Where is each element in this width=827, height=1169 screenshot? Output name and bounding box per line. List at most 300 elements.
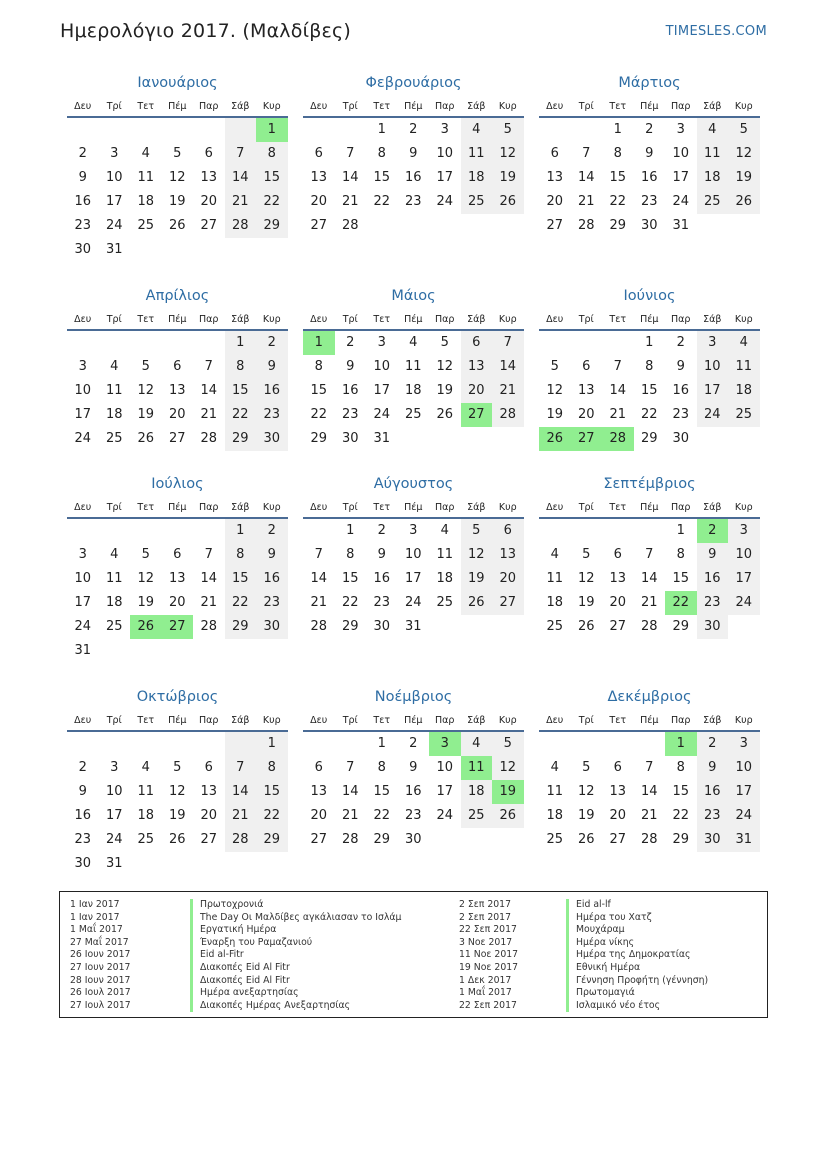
day-cell[interactable]: 6 (582, 359, 591, 374)
day-cell[interactable]: 17 (105, 808, 123, 823)
day-cell[interactable]: 15 (310, 383, 328, 398)
day-cell[interactable]: 6 (204, 146, 213, 161)
day-cell[interactable]: 31 (105, 242, 123, 257)
day-cell[interactable]: 28 (341, 218, 359, 233)
day-cell[interactable]: 19 (436, 383, 454, 398)
day-cell[interactable]: 1 (377, 122, 386, 137)
day-cell[interactable]: 20 (546, 194, 564, 209)
day-cell[interactable]: 9 (697, 756, 729, 780)
day-cell[interactable]: 18 (697, 166, 729, 190)
day-cell[interactable]: 26 (728, 190, 760, 214)
day-cell[interactable]: 14 (577, 170, 595, 185)
day-cell[interactable]: 5 (141, 547, 150, 562)
day-cell[interactable]: 23 (256, 591, 288, 615)
day-cell[interactable]: 8 (645, 359, 654, 374)
day-cell[interactable]: 5 (440, 335, 449, 350)
day-cell[interactable]: 10 (74, 571, 92, 586)
day-cell[interactable]: 15 (256, 166, 288, 190)
day-cell[interactable]: 7 (225, 756, 257, 780)
day-cell[interactable]: 27 (461, 403, 493, 427)
day-cell[interactable]: 19 (577, 808, 595, 823)
day-cell[interactable]: 21 (310, 595, 328, 610)
day-cell[interactable]: 2 (78, 146, 87, 161)
day-cell[interactable]: 22 (341, 595, 359, 610)
day-cell[interactable]: 3 (409, 523, 418, 538)
day-cell[interactable]: 19 (546, 407, 564, 422)
day-cell[interactable]: 28 (225, 828, 257, 852)
day-cell[interactable]: 19 (137, 407, 155, 422)
day-cell[interactable]: 7 (204, 359, 213, 374)
day-cell[interactable]: 16 (640, 170, 658, 185)
day-cell[interactable]: 11 (461, 756, 493, 780)
day-cell[interactable]: 28 (341, 832, 359, 847)
day-cell[interactable]: 18 (546, 808, 564, 823)
day-cell[interactable]: 25 (137, 218, 155, 233)
day-cell[interactable]: 2 (697, 519, 729, 543)
day-cell[interactable]: 21 (492, 379, 524, 403)
day-cell[interactable]: 19 (168, 194, 186, 209)
day-cell[interactable]: 4 (440, 523, 449, 538)
day-cell[interactable]: 8 (346, 547, 355, 562)
day-cell[interactable]: 20 (492, 567, 524, 591)
day-cell[interactable]: 20 (577, 407, 595, 422)
day-cell[interactable]: 20 (200, 808, 218, 823)
day-cell[interactable]: 7 (314, 547, 323, 562)
day-cell[interactable]: 14 (225, 780, 257, 804)
day-cell[interactable]: 13 (168, 571, 186, 586)
day-cell[interactable]: 3 (728, 732, 760, 756)
day-cell[interactable]: 20 (168, 595, 186, 610)
day-cell[interactable]: 16 (74, 194, 92, 209)
day-cell[interactable]: 23 (74, 832, 92, 847)
day-cell[interactable]: 15 (256, 780, 288, 804)
day-cell[interactable]: 18 (728, 379, 760, 403)
day-cell[interactable]: 5 (728, 118, 760, 142)
day-cell[interactable]: 15 (640, 383, 658, 398)
day-cell[interactable]: 19 (168, 808, 186, 823)
day-cell[interactable]: 12 (492, 142, 524, 166)
day-cell[interactable]: 14 (200, 383, 218, 398)
day-cell[interactable]: 10 (436, 760, 454, 775)
day-cell[interactable]: 20 (310, 194, 328, 209)
day-cell[interactable]: 25 (404, 407, 422, 422)
day-cell[interactable]: 21 (609, 407, 627, 422)
day-cell[interactable]: 13 (461, 355, 493, 379)
day-cell[interactable]: 15 (225, 379, 257, 403)
day-cell[interactable]: 1 (256, 118, 288, 142)
day-cell[interactable]: 23 (404, 194, 422, 209)
day-cell[interactable]: 26 (577, 619, 595, 634)
day-cell[interactable]: 28 (225, 214, 257, 238)
day-cell[interactable]: 3 (697, 331, 729, 355)
day-cell[interactable]: 2 (676, 335, 685, 350)
day-cell[interactable]: 12 (577, 571, 595, 586)
day-cell[interactable]: 6 (492, 519, 524, 543)
day-cell[interactable]: 23 (404, 808, 422, 823)
day-cell[interactable]: 22 (310, 407, 328, 422)
day-cell[interactable]: 6 (173, 547, 182, 562)
day-cell[interactable]: 22 (256, 804, 288, 828)
day-cell[interactable]: 22 (609, 194, 627, 209)
day-cell[interactable]: 23 (373, 595, 391, 610)
day-cell[interactable]: 9 (409, 146, 418, 161)
day-cell[interactable]: 16 (74, 808, 92, 823)
day-cell[interactable]: 23 (640, 194, 658, 209)
day-cell[interactable]: 18 (105, 407, 123, 422)
day-cell[interactable]: 8 (225, 355, 257, 379)
day-cell[interactable]: 25 (697, 190, 729, 214)
day-cell[interactable]: 3 (728, 519, 760, 543)
day-cell[interactable]: 17 (74, 595, 92, 610)
day-cell[interactable]: 21 (225, 190, 257, 214)
day-cell[interactable]: 24 (373, 407, 391, 422)
day-cell[interactable]: 26 (168, 218, 186, 233)
day-cell[interactable]: 12 (461, 543, 493, 567)
day-cell[interactable]: 15 (672, 784, 690, 799)
day-cell[interactable]: 9 (256, 355, 288, 379)
day-cell[interactable]: 19 (492, 166, 524, 190)
day-cell[interactable]: 28 (310, 619, 328, 634)
day-cell[interactable]: 23 (74, 218, 92, 233)
day-cell[interactable]: 29 (256, 214, 288, 238)
day-cell[interactable]: 8 (377, 760, 386, 775)
day-cell[interactable]: 19 (461, 567, 493, 591)
day-cell[interactable]: 21 (640, 595, 658, 610)
day-cell[interactable]: 22 (672, 808, 690, 823)
day-cell[interactable]: 10 (404, 547, 422, 562)
day-cell[interactable]: 29 (256, 828, 288, 852)
day-cell[interactable]: 27 (310, 832, 328, 847)
day-cell[interactable]: 22 (225, 591, 257, 615)
day-cell[interactable]: 16 (373, 571, 391, 586)
day-cell[interactable]: 13 (310, 170, 328, 185)
day-cell[interactable]: 27 (200, 832, 218, 847)
day-cell[interactable]: 18 (546, 595, 564, 610)
day-cell[interactable]: 23 (256, 403, 288, 427)
day-cell[interactable]: 3 (110, 760, 119, 775)
day-cell[interactable]: 27 (492, 591, 524, 615)
day-cell[interactable]: 21 (200, 407, 218, 422)
day-cell[interactable]: 25 (137, 832, 155, 847)
day-cell[interactable]: 8 (613, 146, 622, 161)
day-cell[interactable]: 12 (546, 383, 564, 398)
day-cell[interactable]: 2 (377, 523, 386, 538)
day-cell[interactable]: 27 (162, 615, 194, 639)
day-cell[interactable]: 18 (105, 595, 123, 610)
day-cell[interactable]: 22 (225, 403, 257, 427)
day-cell[interactable]: 11 (137, 170, 155, 185)
day-cell[interactable]: 12 (492, 756, 524, 780)
day-cell[interactable]: 13 (609, 784, 627, 799)
day-cell[interactable]: 2 (645, 122, 654, 137)
day-cell[interactable]: 13 (492, 543, 524, 567)
day-cell[interactable]: 30 (373, 619, 391, 634)
day-cell[interactable]: 29 (341, 619, 359, 634)
day-cell[interactable]: 16 (404, 170, 422, 185)
day-cell[interactable]: 9 (78, 170, 87, 185)
day-cell[interactable]: 26 (168, 832, 186, 847)
day-cell[interactable]: 15 (672, 571, 690, 586)
day-cell[interactable]: 26 (492, 190, 524, 214)
day-cell[interactable]: 30 (404, 832, 422, 847)
day-cell[interactable]: 7 (492, 331, 524, 355)
day-cell[interactable]: 17 (728, 567, 760, 591)
day-cell[interactable]: 21 (640, 808, 658, 823)
day-cell[interactable]: 12 (137, 383, 155, 398)
day-cell[interactable]: 22 (665, 591, 697, 615)
day-cell[interactable]: 4 (110, 547, 119, 562)
day-cell[interactable]: 2 (256, 331, 288, 355)
day-cell[interactable]: 26 (539, 427, 571, 451)
day-cell[interactable]: 30 (256, 615, 288, 639)
day-cell[interactable]: 9 (697, 543, 729, 567)
day-cell[interactable]: 24 (105, 218, 123, 233)
day-cell[interactable]: 1 (225, 331, 257, 355)
day-cell[interactable]: 25 (546, 619, 564, 634)
day-cell[interactable]: 6 (550, 146, 559, 161)
day-cell[interactable]: 7 (645, 547, 654, 562)
day-cell[interactable]: 25 (461, 190, 493, 214)
day-cell[interactable]: 25 (546, 832, 564, 847)
day-cell[interactable]: 3 (440, 122, 449, 137)
day-cell[interactable]: 18 (436, 571, 454, 586)
day-cell[interactable]: 25 (461, 804, 493, 828)
day-cell[interactable]: 27 (546, 218, 564, 233)
day-cell[interactable]: 16 (341, 383, 359, 398)
day-cell[interactable]: 10 (728, 543, 760, 567)
day-cell[interactable]: 5 (492, 118, 524, 142)
day-cell[interactable]: 20 (168, 407, 186, 422)
day-cell[interactable]: 16 (697, 567, 729, 591)
day-cell[interactable]: 18 (137, 808, 155, 823)
day-cell[interactable]: 13 (200, 784, 218, 799)
day-cell[interactable]: 8 (377, 146, 386, 161)
day-cell[interactable]: 27 (609, 832, 627, 847)
day-cell[interactable]: 14 (640, 571, 658, 586)
day-cell[interactable]: 4 (141, 760, 150, 775)
day-cell[interactable]: 21 (577, 194, 595, 209)
day-cell[interactable]: 5 (550, 359, 559, 374)
day-cell[interactable]: 27 (310, 218, 328, 233)
day-cell[interactable]: 18 (461, 166, 493, 190)
day-cell[interactable]: 1 (377, 736, 386, 751)
day-cell[interactable]: 8 (256, 142, 288, 166)
day-cell[interactable]: 22 (256, 190, 288, 214)
day-cell[interactable]: 11 (546, 784, 564, 799)
day-cell[interactable]: 30 (74, 242, 92, 257)
day-cell[interactable]: 13 (310, 784, 328, 799)
day-cell[interactable]: 28 (577, 218, 595, 233)
day-cell[interactable]: 28 (492, 403, 524, 427)
day-cell[interactable]: 24 (74, 431, 92, 446)
day-cell[interactable]: 15 (373, 170, 391, 185)
day-cell[interactable]: 14 (640, 784, 658, 799)
day-cell[interactable]: 6 (173, 359, 182, 374)
day-cell[interactable]: 1 (665, 732, 697, 756)
day-cell[interactable]: 17 (404, 571, 422, 586)
day-cell[interactable]: 15 (373, 784, 391, 799)
day-cell[interactable]: 7 (582, 146, 591, 161)
day-cell[interactable]: 26 (577, 832, 595, 847)
day-cell[interactable]: 31 (373, 431, 391, 446)
day-cell[interactable]: 11 (697, 142, 729, 166)
day-cell[interactable]: 28 (602, 427, 634, 451)
day-cell[interactable]: 5 (492, 732, 524, 756)
day-cell[interactable]: 30 (341, 431, 359, 446)
day-cell[interactable]: 28 (200, 431, 218, 446)
day-cell[interactable]: 31 (74, 643, 92, 658)
day-cell[interactable]: 19 (728, 166, 760, 190)
day-cell[interactable]: 4 (110, 359, 119, 374)
day-cell[interactable]: 10 (728, 756, 760, 780)
day-cell[interactable]: 12 (168, 784, 186, 799)
day-cell[interactable]: 4 (728, 331, 760, 355)
day-cell[interactable]: 24 (105, 832, 123, 847)
day-cell[interactable]: 10 (74, 383, 92, 398)
day-cell[interactable]: 28 (640, 832, 658, 847)
day-cell[interactable]: 6 (613, 760, 622, 775)
day-cell[interactable]: 26 (130, 615, 162, 639)
day-cell[interactable]: 17 (74, 407, 92, 422)
day-cell[interactable]: 3 (110, 146, 119, 161)
day-cell[interactable]: 11 (404, 359, 422, 374)
day-cell[interactable]: 12 (436, 359, 454, 374)
day-cell[interactable]: 16 (697, 780, 729, 804)
day-cell[interactable]: 26 (436, 407, 454, 422)
day-cell[interactable]: 14 (341, 784, 359, 799)
day-cell[interactable]: 13 (577, 383, 595, 398)
day-cell[interactable]: 2 (409, 122, 418, 137)
day-cell[interactable]: 29 (225, 615, 257, 639)
day-cell[interactable]: 5 (461, 519, 493, 543)
day-cell[interactable]: 6 (461, 331, 493, 355)
day-cell[interactable]: 4 (550, 760, 559, 775)
day-cell[interactable]: 11 (105, 383, 123, 398)
day-cell[interactable]: 8 (676, 547, 685, 562)
day-cell[interactable]: 14 (341, 170, 359, 185)
day-cell[interactable]: 11 (137, 784, 155, 799)
day-cell[interactable]: 3 (377, 335, 386, 350)
day-cell[interactable]: 22 (640, 407, 658, 422)
day-cell[interactable]: 24 (436, 194, 454, 209)
day-cell[interactable]: 4 (697, 118, 729, 142)
day-cell[interactable]: 30 (672, 431, 690, 446)
day-cell[interactable]: 21 (200, 595, 218, 610)
day-cell[interactable]: 9 (377, 547, 386, 562)
day-cell[interactable]: 29 (609, 218, 627, 233)
day-cell[interactable]: 31 (404, 619, 422, 634)
day-cell[interactable]: 17 (697, 379, 729, 403)
day-cell[interactable]: 10 (105, 170, 123, 185)
day-cell[interactable]: 24 (728, 591, 760, 615)
day-cell[interactable]: 3 (78, 359, 87, 374)
day-cell[interactable]: 24 (728, 804, 760, 828)
day-cell[interactable]: 22 (373, 194, 391, 209)
day-cell[interactable]: 26 (137, 431, 155, 446)
day-cell[interactable]: 20 (461, 379, 493, 403)
day-cell[interactable]: 26 (461, 591, 493, 615)
day-cell[interactable]: 6 (204, 760, 213, 775)
day-cell[interactable]: 8 (676, 760, 685, 775)
day-cell[interactable]: 12 (728, 142, 760, 166)
day-cell[interactable]: 7 (613, 359, 622, 374)
day-cell[interactable]: 28 (640, 619, 658, 634)
day-cell[interactable]: 31 (105, 856, 123, 871)
day-cell[interactable]: 17 (436, 170, 454, 185)
day-cell[interactable]: 19 (577, 595, 595, 610)
day-cell[interactable]: 17 (373, 383, 391, 398)
day-cell[interactable]: 1 (256, 732, 288, 756)
day-cell[interactable]: 29 (225, 427, 257, 451)
day-cell[interactable]: 17 (728, 780, 760, 804)
day-cell[interactable]: 19 (492, 780, 524, 804)
day-cell[interactable]: 11 (461, 142, 493, 166)
day-cell[interactable]: 2 (346, 335, 355, 350)
day-cell[interactable]: 7 (645, 760, 654, 775)
day-cell[interactable]: 25 (436, 595, 454, 610)
day-cell[interactable]: 23 (697, 591, 729, 615)
day-cell[interactable]: 11 (105, 571, 123, 586)
day-cell[interactable]: 10 (373, 359, 391, 374)
day-cell[interactable]: 27 (571, 427, 603, 451)
day-cell[interactable]: 23 (697, 804, 729, 828)
day-cell[interactable]: 13 (200, 170, 218, 185)
day-cell[interactable]: 9 (346, 359, 355, 374)
day-cell[interactable]: 16 (404, 784, 422, 799)
day-cell[interactable]: 18 (404, 383, 422, 398)
day-cell[interactable]: 12 (168, 170, 186, 185)
day-cell[interactable]: 15 (609, 170, 627, 185)
day-cell[interactable]: 7 (204, 547, 213, 562)
day-cell[interactable]: 21 (225, 804, 257, 828)
day-cell[interactable]: 14 (200, 571, 218, 586)
day-cell[interactable]: 14 (492, 355, 524, 379)
day-cell[interactable]: 15 (341, 571, 359, 586)
day-cell[interactable]: 2 (409, 736, 418, 751)
day-cell[interactable]: 5 (582, 547, 591, 562)
day-cell[interactable]: 9 (409, 760, 418, 775)
day-cell[interactable]: 13 (168, 383, 186, 398)
day-cell[interactable]: 29 (640, 431, 658, 446)
day-cell[interactable]: 25 (105, 619, 123, 634)
day-cell[interactable]: 29 (373, 832, 391, 847)
day-cell[interactable]: 24 (74, 619, 92, 634)
day-cell[interactable]: 18 (137, 194, 155, 209)
day-cell[interactable]: 18 (461, 780, 493, 804)
day-cell[interactable]: 16 (672, 383, 690, 398)
day-cell[interactable]: 4 (550, 547, 559, 562)
day-cell[interactable]: 10 (105, 784, 123, 799)
day-cell[interactable]: 9 (676, 359, 685, 374)
day-cell[interactable]: 15 (225, 567, 257, 591)
day-cell[interactable]: 20 (609, 808, 627, 823)
day-cell[interactable]: 25 (105, 431, 123, 446)
day-cell[interactable]: 19 (137, 595, 155, 610)
day-cell[interactable]: 4 (461, 118, 493, 142)
day-cell[interactable]: 8 (314, 359, 323, 374)
day-cell[interactable]: 9 (645, 146, 654, 161)
day-cell[interactable]: 27 (168, 431, 186, 446)
day-cell[interactable]: 30 (74, 856, 92, 871)
day-cell[interactable]: 4 (141, 146, 150, 161)
day-cell[interactable]: 27 (609, 619, 627, 634)
day-cell[interactable]: 24 (436, 808, 454, 823)
day-cell[interactable]: 5 (173, 146, 182, 161)
day-cell[interactable]: 29 (310, 431, 328, 446)
day-cell[interactable]: 30 (256, 427, 288, 451)
day-cell[interactable]: 17 (105, 194, 123, 209)
day-cell[interactable]: 2 (78, 760, 87, 775)
